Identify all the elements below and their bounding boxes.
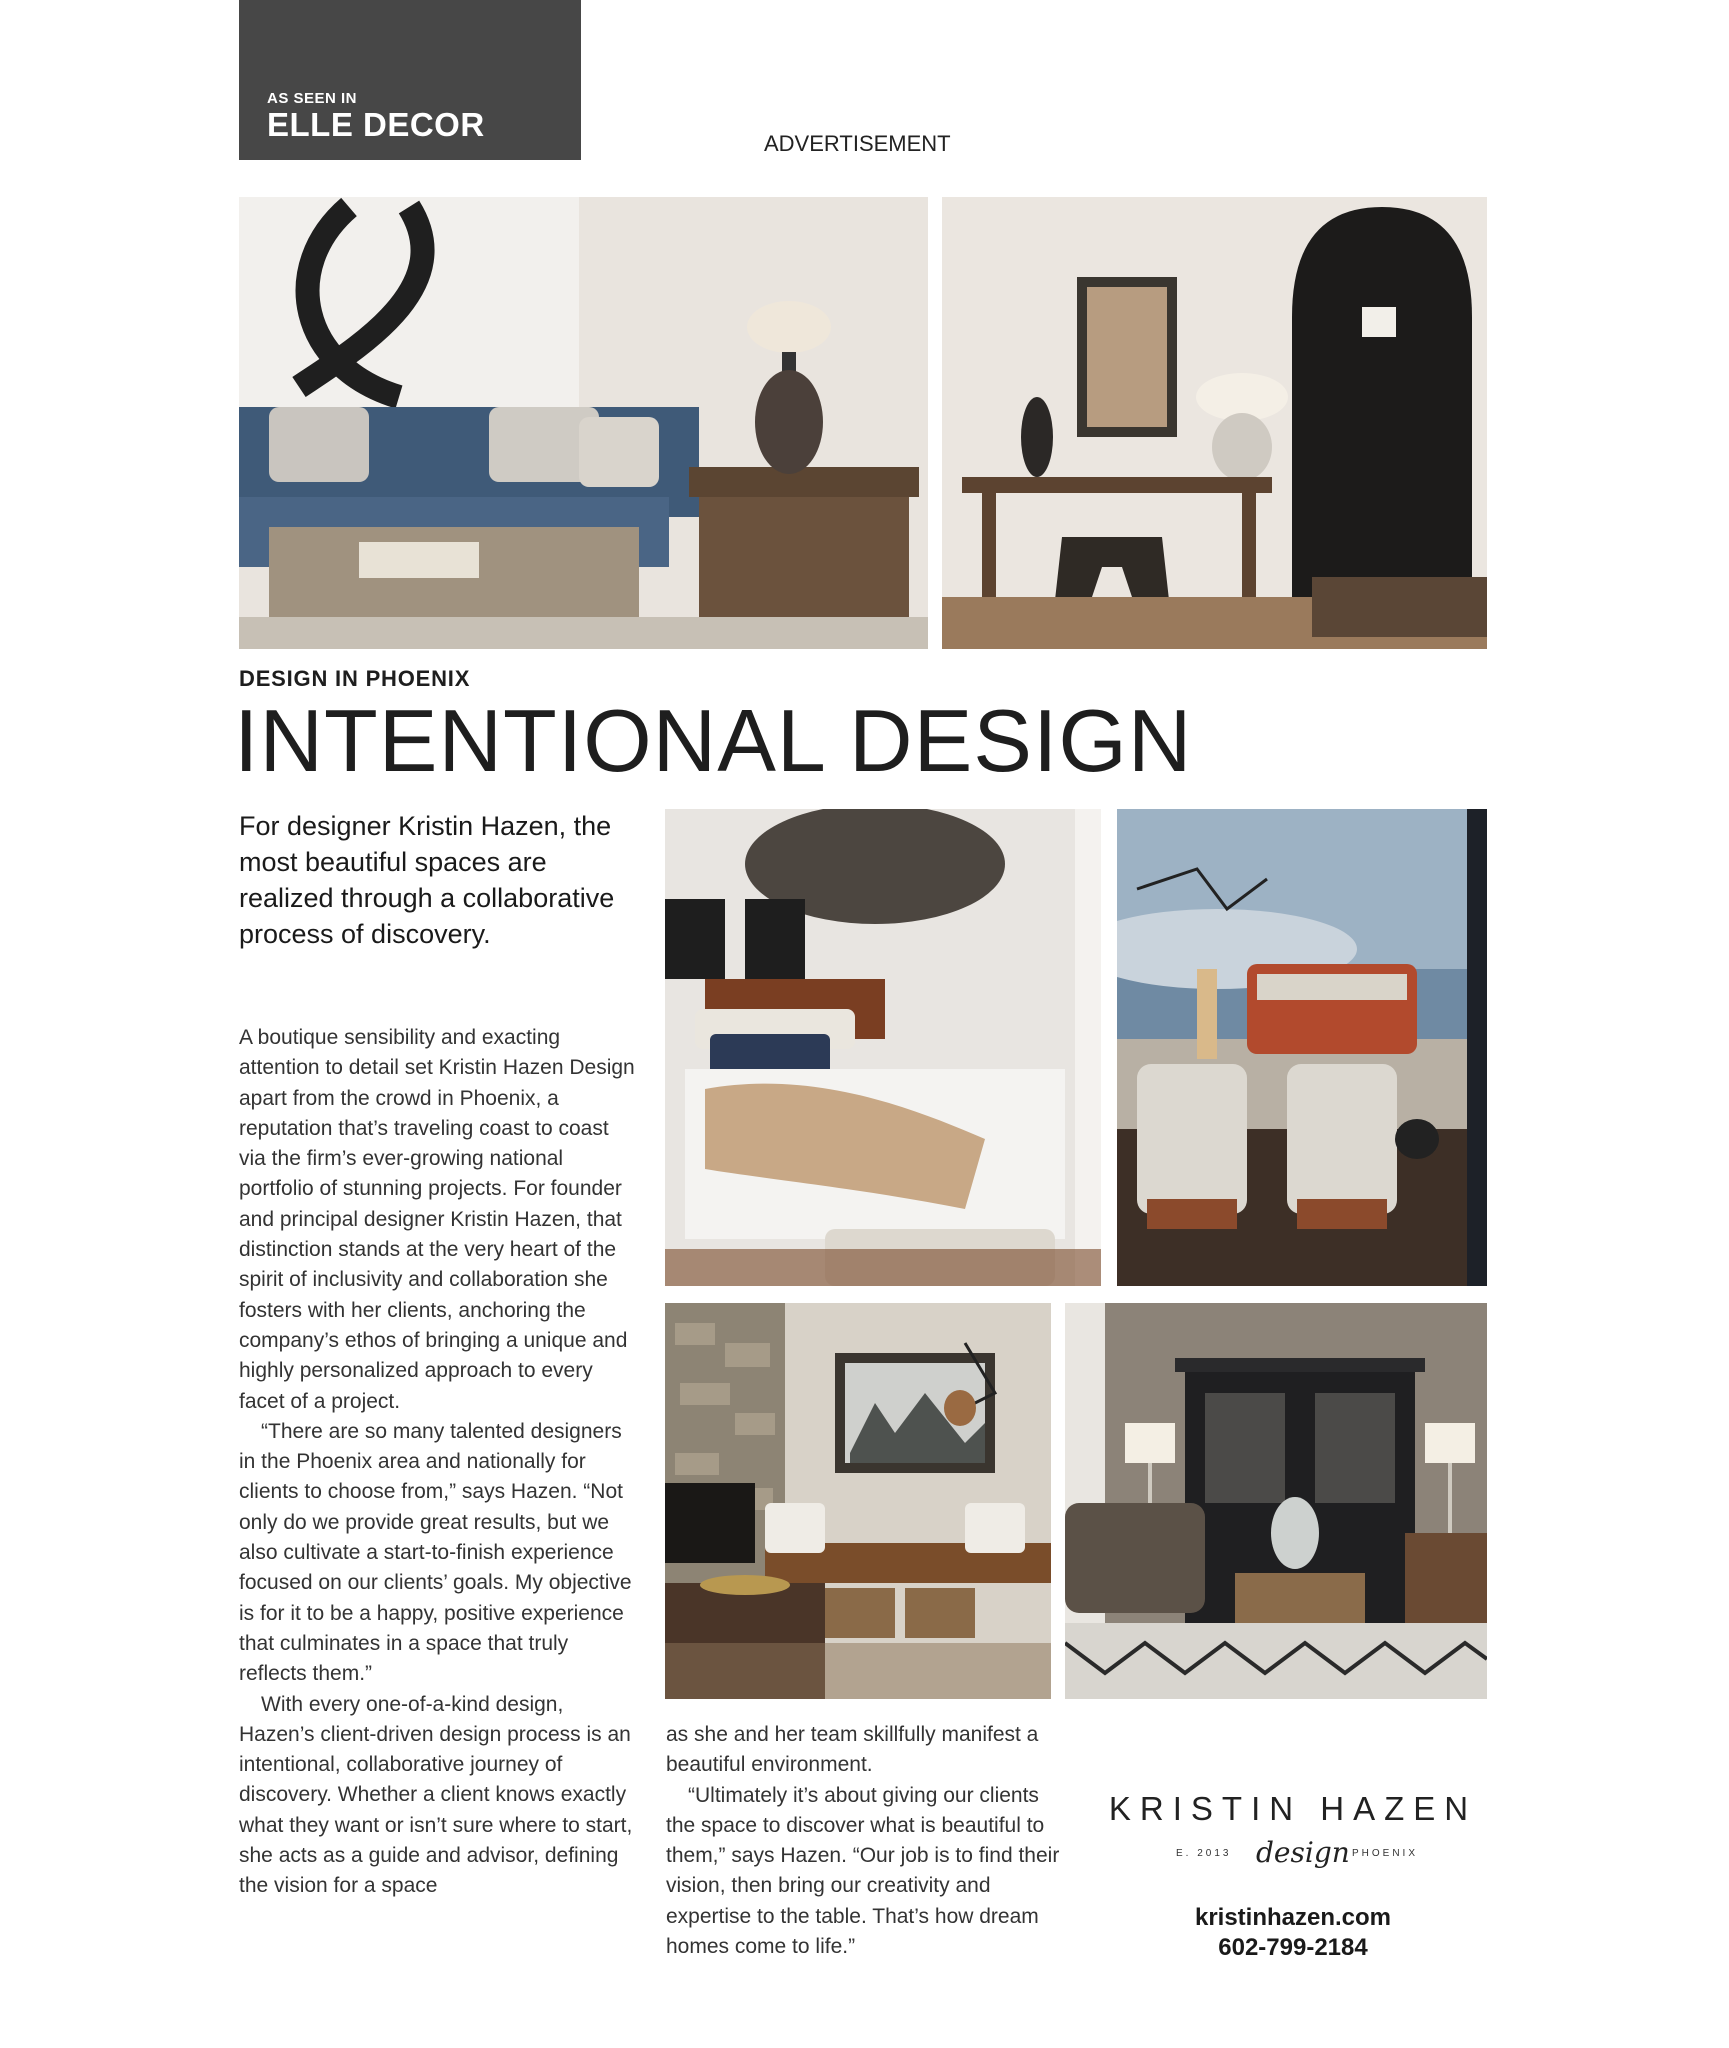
body-paragraph: “There are so many talented designers in the Phoenix area and nationally for clients to choose from,” says Hazen. “Not only do we provide great results, but we also cultivate a start-to-finish experience focused on our clients’ goals. My objective is for it to be a happy, positive experience that culminates in a space that truly reflects them.”	[239, 1419, 632, 1686]
dek: For designer Kristin Hazen, the most beautiful spaces are realized through a collaborative process of discovery.	[239, 811, 615, 949]
body-paragraph: “Ultimately it’s about giving our clients the space to discover what is beautiful to them,” says Hazen. “Our job is to find their vision, then bring our creativity and expertise to the table. That’s how dream homes come to life.”	[666, 1783, 1060, 1959]
body-paragraph: as she and her team skillfully manifest a beautiful environment.	[666, 1723, 1039, 1777]
badge-small-text: AS SEEN IN	[267, 90, 358, 107]
article-body-left	[239, 1023, 639, 1902]
body-paragraph: A boutique sensibility and exacting attention to detail set Kristin Hazen Design apart from the crowd in Phoenix, a reputation that’s traveling coast to coast via the firm’s ever-growing national portfolio of stunning projects. For founder and principal designer Kristin Hazen, that distinction stands at the very heart of the spirit of inclusivity and collaboration she fosters with her clients, anchoring the company’s ethos of bringing a unique and highly personalized approach to every facet of a project.	[239, 1026, 635, 1413]
headline: INTENTIONAL DESIGN	[234, 691, 1193, 790]
fireplace-nook-photo	[665, 1303, 1051, 1699]
brand-city: PHOENIX	[1352, 1848, 1419, 1859]
bedroom-photo	[665, 809, 1101, 1286]
website-link[interactable]: kristinhazen.com	[1194, 1904, 1392, 1931]
brand-logo-name: KRISTIN HAZEN	[1108, 1790, 1478, 1827]
as-seen-in-badge	[239, 0, 581, 160]
article-body-right	[666, 1720, 1066, 1962]
badge-publication-name: ELLE DECOR	[267, 106, 485, 143]
sitting-room-photo	[1065, 1303, 1487, 1699]
section-kicker: DESIGN IN PHOENIX	[239, 666, 471, 691]
body-paragraph: With every one-of-a-kind design, Hazen’s client-driven design process is an intentional, collaborative journey of discovery. Whether a client knows exactly what they want or isn’t sure where to start, she acts as a guide and advisor, defining the vision for a space	[239, 1692, 633, 1898]
advertisement-label: ADVERTISEMENT	[764, 131, 951, 156]
brand-logo-subline	[1120, 1836, 1460, 1876]
phone-number[interactable]: 602-799-2184	[1218, 1934, 1368, 1961]
dining-mural-photo	[1117, 809, 1487, 1286]
brand-script: design	[1256, 1836, 1350, 1869]
living-room-photo	[239, 197, 928, 649]
brand-established: E. 2013	[1176, 1848, 1232, 1859]
entry-console-photo	[942, 197, 1487, 649]
